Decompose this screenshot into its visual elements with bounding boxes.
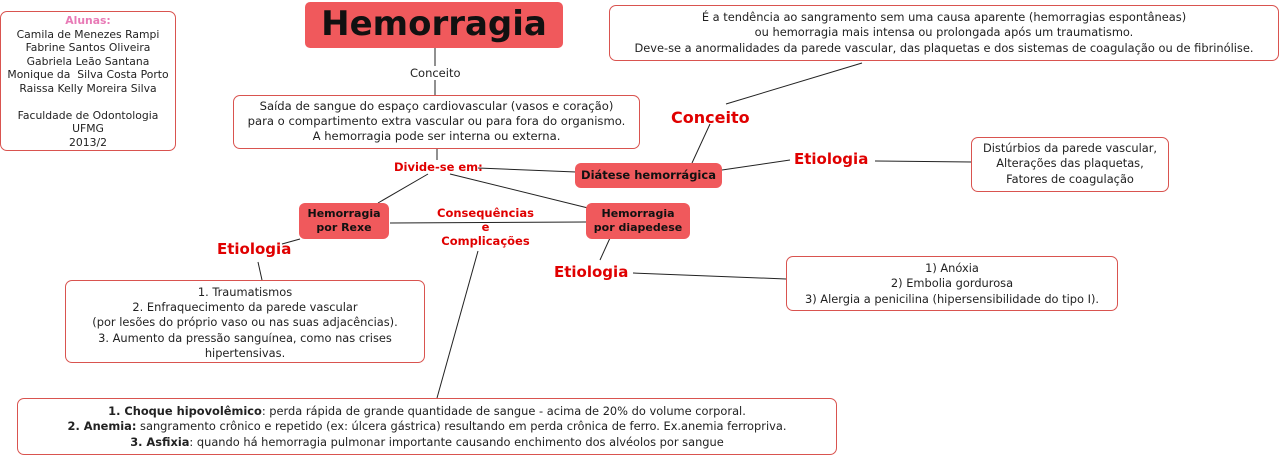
student-name: Fabrine Santos Oliveira [25,41,151,54]
diapedese-etiology-line: 2) Embolia gordurosa [890,276,1014,291]
link-conceito-box [726,63,862,104]
consequences-label-line: e [481,220,490,234]
link-consequences-box [437,251,478,398]
diapedese-node-label: por diapedese [593,220,683,234]
diatese-concept-line: ou hemorragia mais intensa ou prolongada após um traumatismo. [754,25,1134,40]
link-diatese-etiologia [722,160,790,170]
conceito-label: Conceito [671,108,750,127]
consequence-item [18,404,836,419]
student-name: Camila de Menezes Rampi [16,27,160,41]
rexe-node [299,203,389,239]
rexe-etiology-line: (por lesões do próprio vaso ou nas suas adjacências). [92,315,398,330]
diatese-concept-box [609,5,1279,61]
diapedese-node [586,203,690,239]
diatese-concept-line: Deve-se a anormalidades da parede vascular, das plaquetas e dos sistemas de coagulação ou de fibrinólise. [634,40,1254,55]
rexe-etiology-line: 1. Traumatismos [197,285,293,299]
diatese-etiology-line: Distúrbios da parede vascular, [982,141,1158,155]
definition-box [233,95,640,149]
diatese-node [575,163,722,188]
rexe-etiology-line: 2. Enfraquecimento da parede vascular [132,300,358,315]
consequence-text: : quando há hemorragia pulmonar importante causando enchimento dos alvéolos por sangue [189,434,724,449]
student-name: Raissa Kelly Moreira Silva [19,81,157,95]
consequence-text: sangramento crônico e repetido (ex: úlcera gástrica) resultando em perda crônica de ferro. Ex.anemia ferropriva. [136,419,787,434]
consequences-label-line: Consequências [437,206,534,220]
consequence-term: 2. Anemia: [67,419,137,434]
link-diatese-conceito [692,124,710,163]
consequences-box [17,398,837,455]
diatese-etiology-line: Fatores de coagulação [1006,171,1134,186]
consequences-label-line: Complicações [441,234,530,248]
consequence-term: 1. Choque hipovolêmico [108,404,262,418]
link-etiologia-box [875,161,972,162]
rexe-node-label: Hemorragia [307,207,381,220]
link-divide-rexe [378,174,428,203]
student-name: Gabriela Leão Santana [26,54,150,68]
link-etiologia-rexe-box [258,262,262,280]
rexe-etiology-line: hipertensivas. [204,345,286,360]
rexe-node-label: por Rexe [316,220,372,234]
diapedese-etiology-line: 1) Anóxia [925,261,979,275]
consequence-term: 3. Asfixia [130,434,190,449]
diatese-etiology-box [971,137,1169,192]
rexe-etiology-line: 3. Aumento da pressão sanguínea, como nas crises [98,330,392,345]
diapedese-etiology-box [786,256,1118,311]
diapedese-etiology-line: 3) Alergia a penicilina (hipersensibilidade do tipo I). [804,291,1100,306]
institution-line: UFMG [72,122,104,135]
link-divide-diapedese [450,174,588,208]
link-divide-diatese [478,168,576,172]
definition-line: A hemorragia pode ser interna ou externa. [312,129,561,143]
diatese-etiologia-label: Etiologia [794,150,869,168]
diapedese-node-label: Hemorragia [601,207,675,220]
students-heading: Alunas: [65,14,111,27]
definition-line: Saída de sangue do espaço cardiovascular (vasos e coração) [259,99,614,113]
link-diapedese-etiologia [600,238,610,260]
definition-line: para o compartimento extra vascular ou para fora do organismo. [247,114,626,128]
title-node [305,2,563,48]
rexe-etiologia-label: Etiologia [217,240,292,258]
diatese-node-label: Diátese hemorrágica [581,168,716,182]
diapedese-etiologia-label: Etiologia [554,263,629,281]
consequence-item [18,435,836,450]
link-etiologia-diapedese-box [633,273,786,279]
consequence-text: : perda rápida de grande quantidade de sangue - acima de 20% do volume corporal. [261,404,746,418]
page-title: Hemorragia [321,4,547,44]
diatese-concept-line: É a tendência ao sangramento sem uma causa aparente (hemorragias espontâneas) [701,10,1187,24]
consequence-item [18,419,836,434]
rexe-etiology-box [65,280,425,363]
consequences-label [427,206,544,248]
divide-label: Divide-se em: [394,160,483,174]
institution-line: Faculdade de Odontologia [17,108,159,122]
center-concept-label: Conceito [410,66,461,80]
students-box [0,11,176,151]
student-name: Monique da Silva Costa Porto [7,68,169,81]
spacer [1,95,175,109]
institution-line: 2013/2 [69,135,107,149]
diatese-etiology-line: Alterações das plaquetas, [996,156,1144,171]
